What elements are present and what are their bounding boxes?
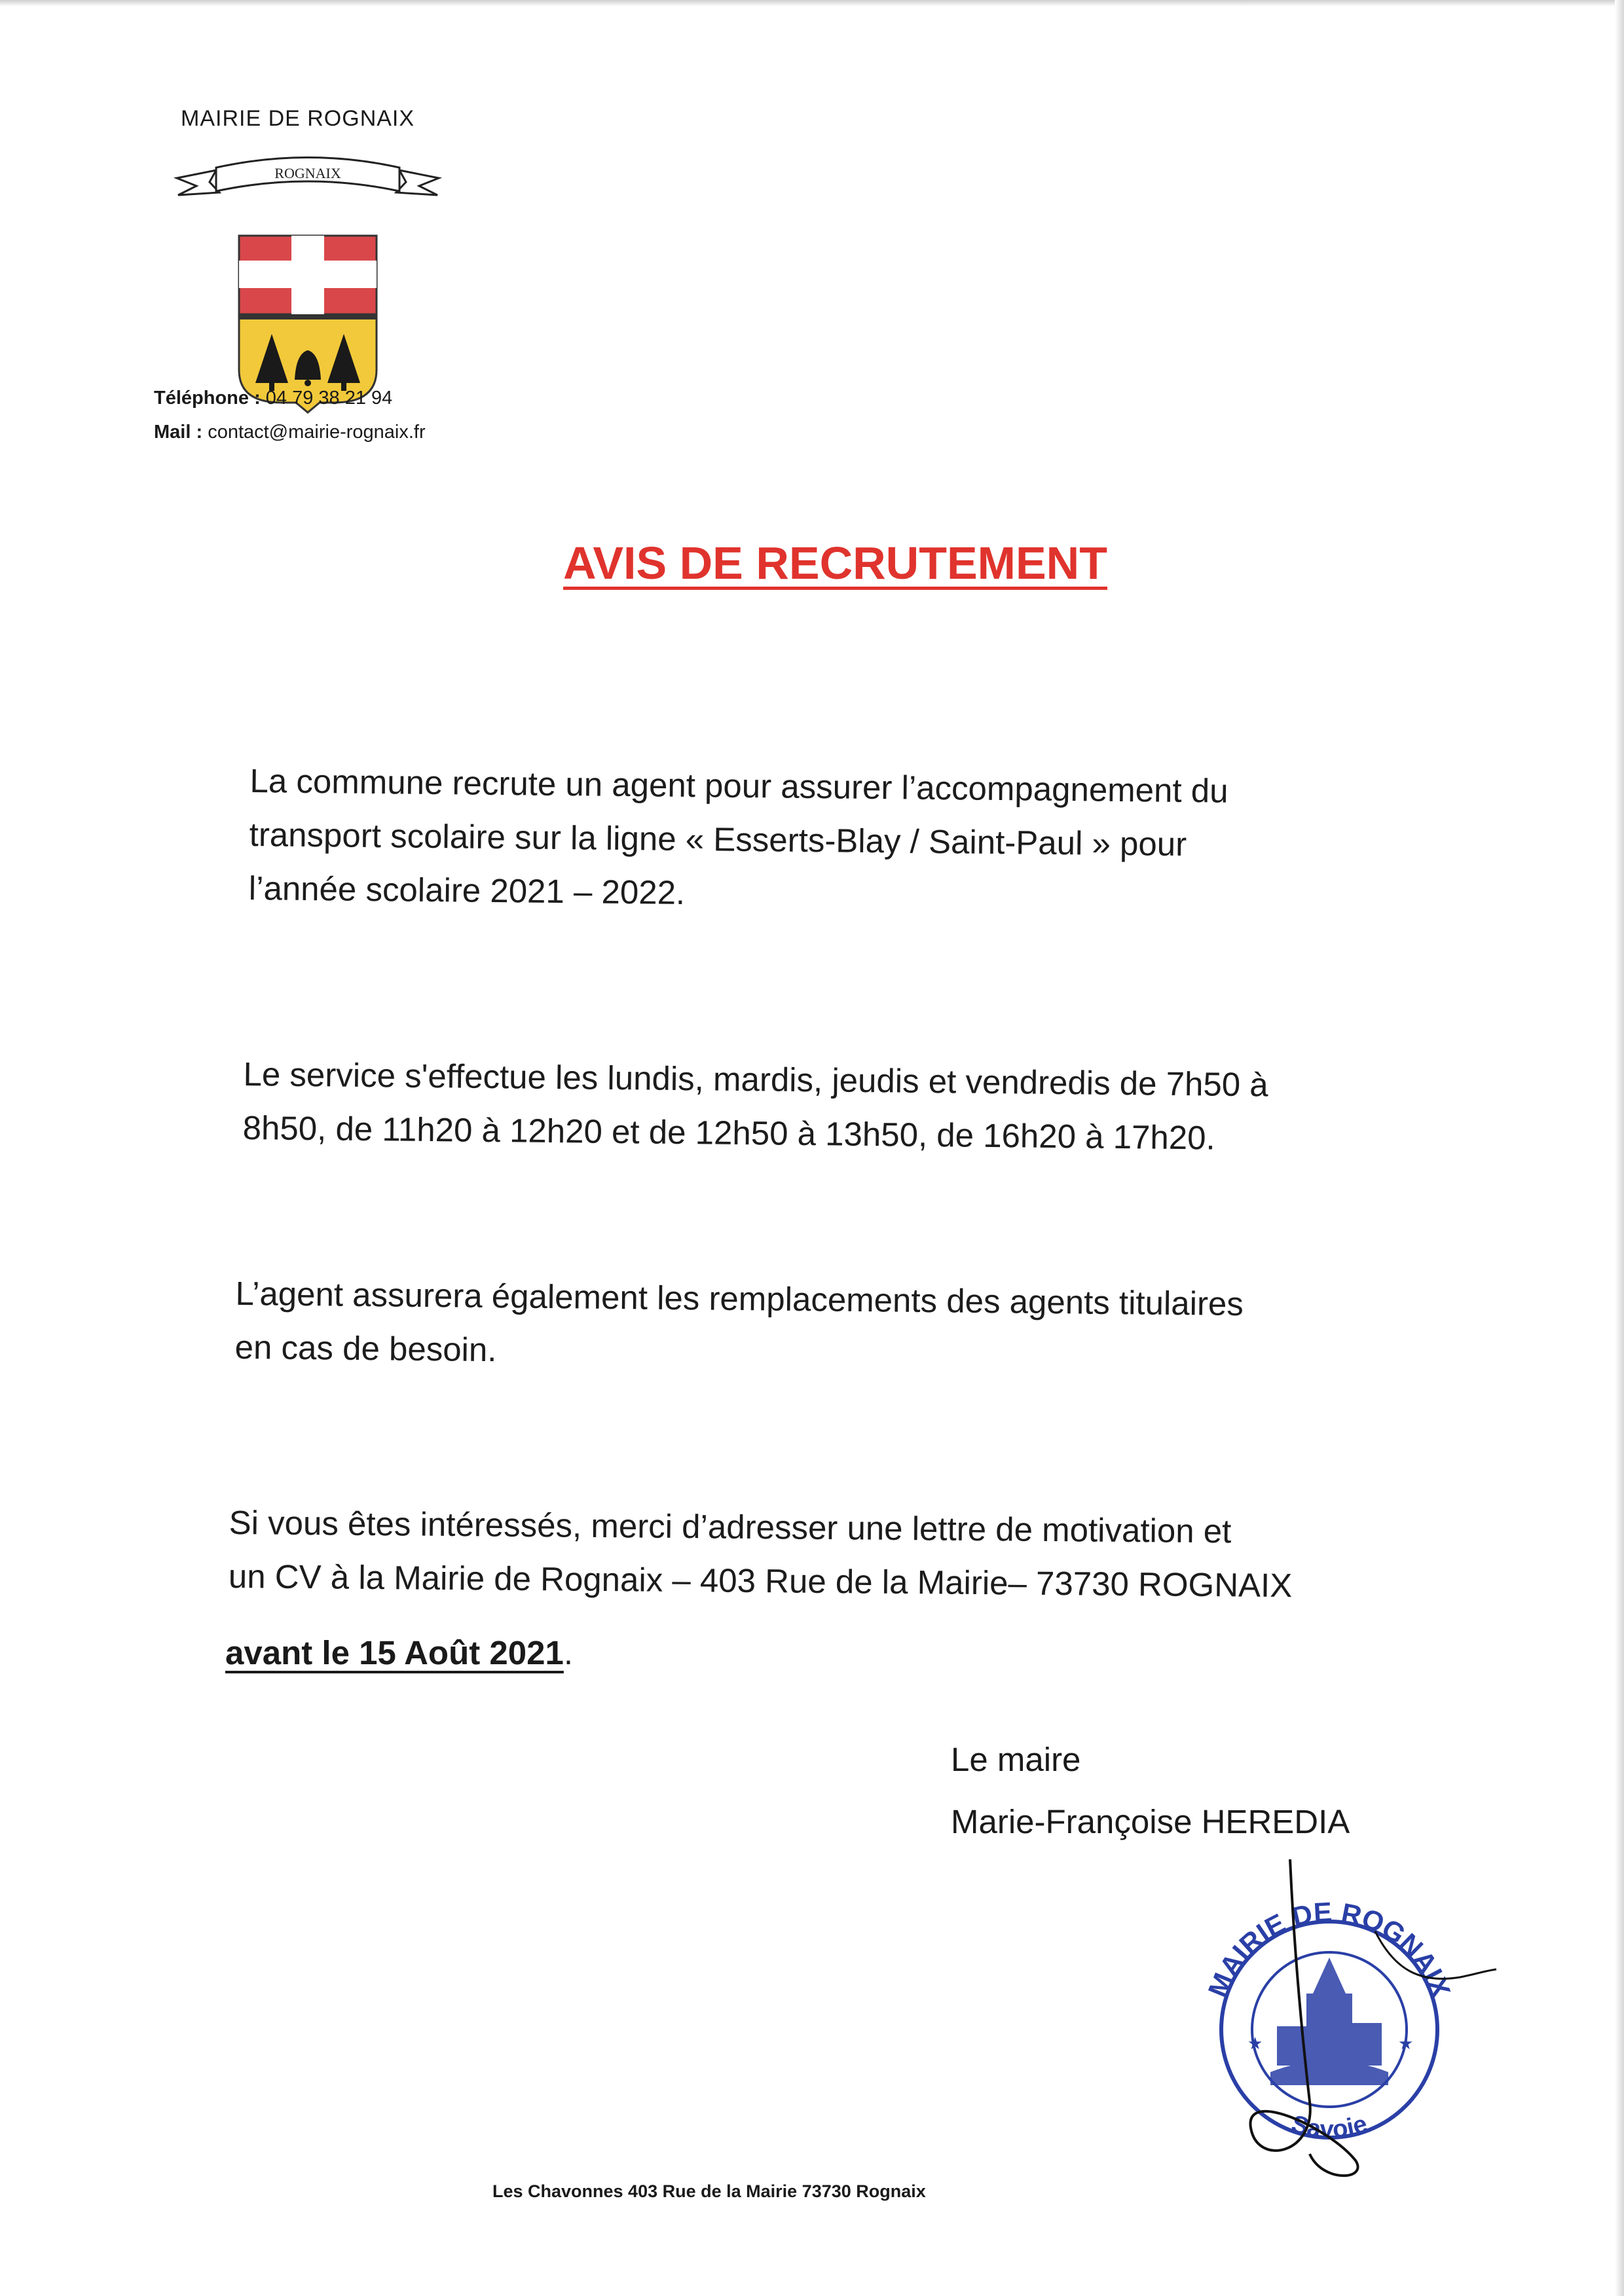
application-deadline [225, 1633, 573, 1672]
mail-label: Mail : [154, 422, 203, 443]
phone-label: Téléphone : [154, 388, 261, 409]
mail-address: contact@mairie-rognaix.fr [208, 422, 426, 443]
official-stamp-icon [1159, 1853, 1500, 2193]
svg-text:★: ★ [1247, 2033, 1263, 2053]
scan-edge-top [0, 0, 1624, 7]
phone-line [154, 381, 426, 415]
footer-address: Les Chavonnes 403 Rue de la Mairie 73730 Rognaix [492, 2181, 926, 2201]
paragraph-schedule [242, 1048, 1268, 1165]
mail-line [154, 415, 426, 449]
paragraph-line: un CV à la Mairie de Rognaix – 403 Rue de la Mairie– 73730 ROGNAIX [228, 1557, 1293, 1605]
stamp-text: MAIRIE DE ROGNAIX [1202, 1896, 1457, 2002]
paragraph-line: 8h50, de 11h20 à 12h20 et de 12h50 à 13h50, de 16h20 à 17h20. [242, 1108, 1216, 1157]
deadline-punctuation: . [563, 1634, 574, 1671]
svg-text:★: ★ [1398, 2033, 1414, 2053]
organization-name: MAIRIE DE ROGNAIX [181, 106, 415, 131]
paragraph-line: Si vous êtes intéressés, merci d’adresser une lettre de motivation et [229, 1503, 1232, 1550]
phone-number: 04 79 38 21 94 [265, 388, 393, 409]
paragraph-line: La commune recrute un agent pour assurer l’accompagnement du [249, 761, 1228, 810]
paragraph-line: L’agent assurera également les remplacements des agents titulaires [235, 1274, 1244, 1323]
signatory-role: Le maire [951, 1741, 1081, 1778]
contact-details [154, 381, 426, 449]
paragraph-application [229, 1496, 1293, 1613]
paragraph-line: Le service s'effectue les lundis, mardis, jeudis et vendredis de 7h50 à [243, 1055, 1268, 1104]
crest-banner-text: ROGNAIX [274, 165, 341, 181]
scan-edge-right [1615, 0, 1624, 2296]
signature-block [951, 1728, 1350, 1853]
paragraph-recruitment [248, 754, 1228, 926]
paragraph-replacements [234, 1267, 1244, 1385]
paragraph-line: en cas de besoin. [234, 1328, 497, 1369]
notice-title: AVIS DE RECRUTEMENT [563, 538, 1107, 589]
paragraph-line: transport scolaire sur la ligne « Esserts-Blay / Saint-Paul » pour [249, 815, 1187, 863]
deadline-date: avant le 15 Août 2021 [225, 1634, 564, 1671]
stamp-bottom-text: Savoie [1288, 2110, 1371, 2144]
signatory-name: Marie-Françoise HEREDIA [951, 1803, 1350, 1840]
paragraph-line: l’année scolaire 2021 – 2022. [248, 869, 686, 911]
